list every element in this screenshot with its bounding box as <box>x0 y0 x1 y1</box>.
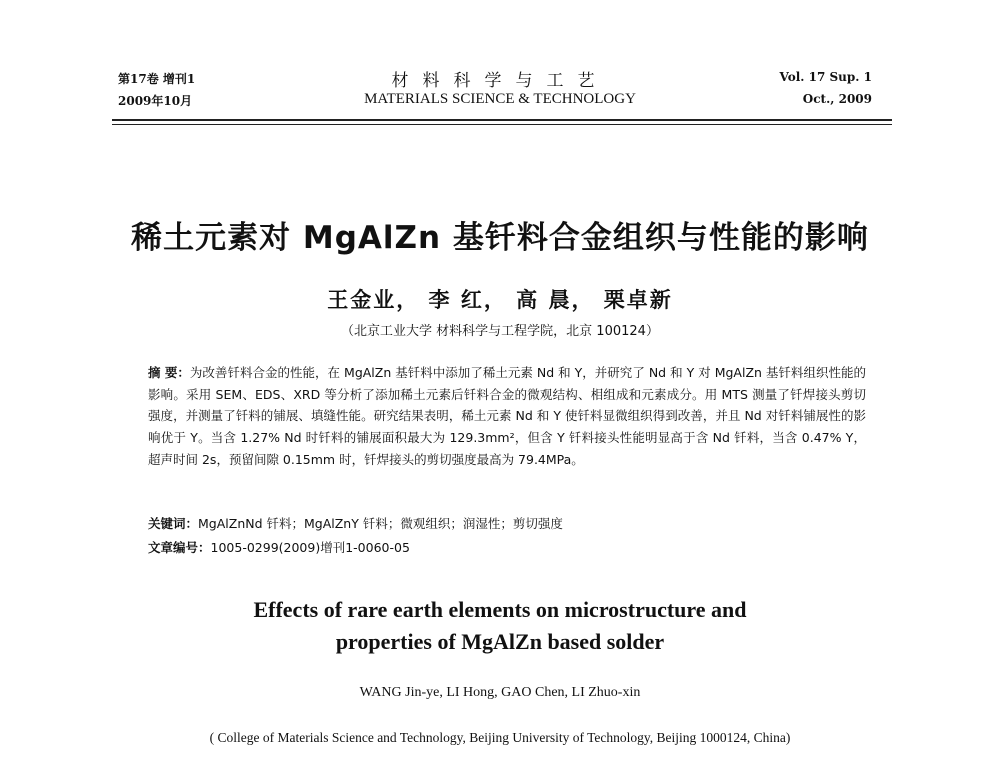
article-number-label: 文章编号： <box>148 540 211 555</box>
authors-cn: 王金业， 李 红， 高 晨， 栗卓新 <box>327 288 673 312</box>
volume-en: Vol. 17 Sup. 1 <box>779 70 872 84</box>
affiliation-cn: （北京工业大学 材料科学与工程学院，北京 100124） <box>341 324 659 339</box>
article-number <box>148 538 410 556</box>
abstract-cn <box>148 362 866 471</box>
abstract-label: 摘 要： <box>148 365 190 380</box>
article-number-text: 1005-0299(2009)增刊1-0060-05 <box>210 540 410 555</box>
authors-en: WANG Jin-ye, LI Hong, GAO Chen, LI Zhuo-xin <box>359 685 641 700</box>
date-en: Oct., 2009 <box>802 92 872 106</box>
header-rule-thin <box>112 124 892 125</box>
volume-cn: 第17卷 增刊1 <box>118 72 196 86</box>
paper-title-en-text: Effects of rare earth elements on microstructure and properties of MgAlZn based solder <box>253 597 747 654</box>
affiliation-en: ( College of Materials Science and Technology, Beijing University of Technology, Beijing 1000124, China) <box>209 730 791 745</box>
date-cn: 2009年10月 <box>118 94 193 108</box>
header-rule-thick <box>112 119 892 121</box>
keywords-cn <box>148 514 563 532</box>
journal-name-en: MATERIALS SCIENCE & TECHNOLOGY <box>364 91 636 107</box>
paper-title-en <box>0 594 1000 658</box>
journal-name-cn: 材料科学与工艺 <box>391 71 609 91</box>
paper-title-cn: 稀土元素对 MgAlZn 基钎料合金组织与性能的影响 <box>131 220 869 256</box>
keywords-label: 关键词： <box>148 516 199 531</box>
abstract-text: 为改善钎料合金的性能，在 MgAlZn 基钎料中添加了稀土元素 Nd 和 Y，并研究了 Nd 和 Y 对 MgAlZn 基钎料组织性能的影响。采用 SEM、EDS、XRD 等分析了添加稀土元素后钎料合金的微观结构、相组成和元素成分。用 MTS 测量了钎焊接头剪切强度，并测量了钎料的铺展、填缝性能。研究结果表明，稀土元素 Nd 和 Y 使钎料显微组织得到改善，并且 Nd 对钎料铺展性的影响优于 Y。当含 1.27% Nd 时钎料的铺展面积最大为 129.3mm²，但含 Y 钎料接头性能明显高于含 Nd 钎料，当含 0.47% Y，超声时间 2s，预留间隙 0.15mm 时，钎焊接头的剪切强度最高为 79.4MPa。 <box>148 365 866 467</box>
keywords-text: MgAlZnNd 钎料；MgAlZnY 钎料；微观组织；润湿性；剪切强度 <box>198 516 563 531</box>
